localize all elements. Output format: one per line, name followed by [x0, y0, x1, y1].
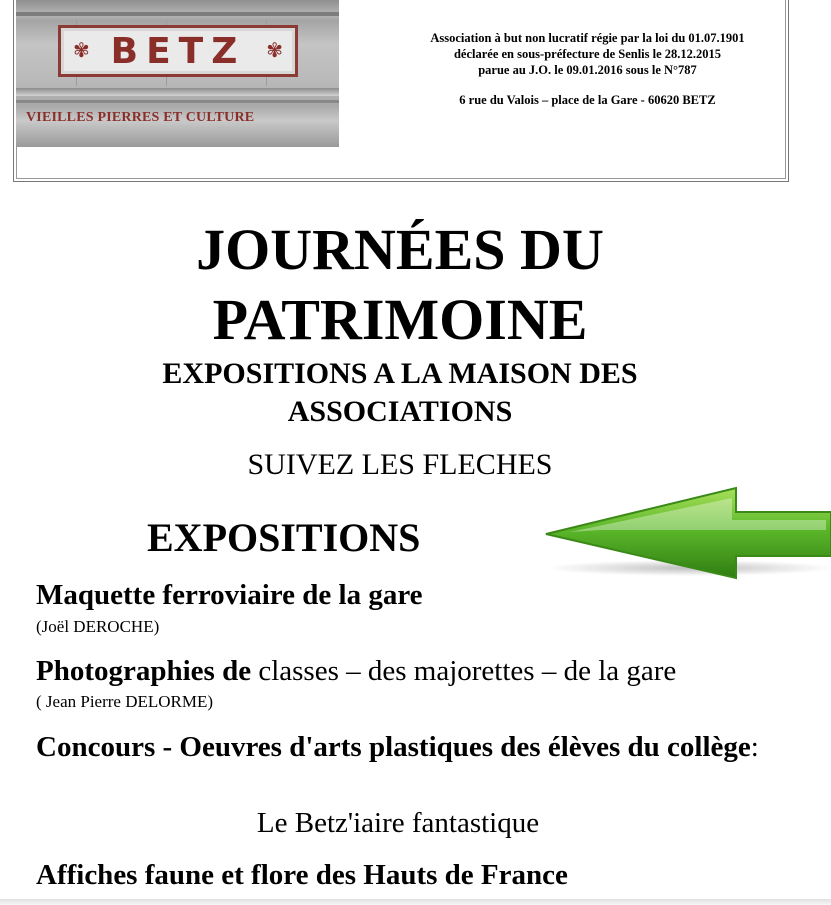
association-legal-line: Association à but non lucratif régie par la loi du 01.07.1901 [430, 31, 745, 45]
exhibit-title-contest [36, 729, 762, 765]
exhibit-credit-model-railway: (Joël DEROCHE) [36, 617, 160, 636]
exhibit-title-photographs-bold: Photographies de [36, 655, 252, 687]
page-subtitle-line2: ASSOCIATIONS [287, 395, 513, 428]
page-title-line1: JOURNÉES DU [196, 217, 604, 282]
logo-sign-text: BETZ [110, 30, 246, 72]
association-registration-line: déclarée en sous-préfecture de Senlis le 28.12.2015 [453, 47, 722, 61]
exhibit-credit-photographs: ( Jean Pierre DELORME) [36, 692, 214, 711]
rosette-icon: ✾ [73, 40, 90, 62]
exhibit-title-posters: Affiches faune et flore des Hauts de France [36, 859, 568, 891]
logo-stone-cornice [16, 88, 339, 96]
association-info [395, 30, 780, 108]
logo-sign [58, 25, 298, 77]
logo-stone-ledge [16, 12, 339, 16]
page-bottom-edge [0, 899, 831, 905]
exhibit-title-photographs [36, 654, 676, 688]
expositions-heading: EXPOSITIONS [147, 515, 421, 560]
page-subtitle-line1: EXPOSITIONS A LA MAISON DES [162, 357, 638, 390]
exhibit-contest-theme: Le Betz'iaire fantastique [256, 807, 540, 839]
green-left-arrow-icon [540, 484, 831, 580]
exhibit-title-contest-colon: : [750, 731, 759, 763]
exhibit-title-contest-bold: Concours - Oeuvres d'arts plastiques des élèves du collège [36, 731, 751, 763]
page-title [0, 215, 800, 355]
page-title-line2: PATRIMOINE [212, 287, 588, 352]
exhibit-title-model-railway: Maquette ferroviaire de la gare [36, 579, 423, 611]
rosette-icon: ✾ [266, 40, 283, 62]
follow-arrows-text: SUIVEZ LES FLECHES [247, 448, 553, 481]
association-address: 6 rue du Valois – place de la Gare - 60620 BETZ [459, 93, 716, 107]
association-journal-line: parue au J.O. le 09.01.2016 sous le N°787 [478, 63, 697, 77]
logo-caption: VIEILLES PIERRES ET CULTURE [26, 110, 255, 125]
page-subtitle [0, 355, 800, 431]
logo-stone-ledge [16, 100, 339, 103]
association-logo [16, 0, 339, 147]
exhibit-title-photographs-subjects: classes – des majorettes – de la gare [251, 655, 677, 687]
